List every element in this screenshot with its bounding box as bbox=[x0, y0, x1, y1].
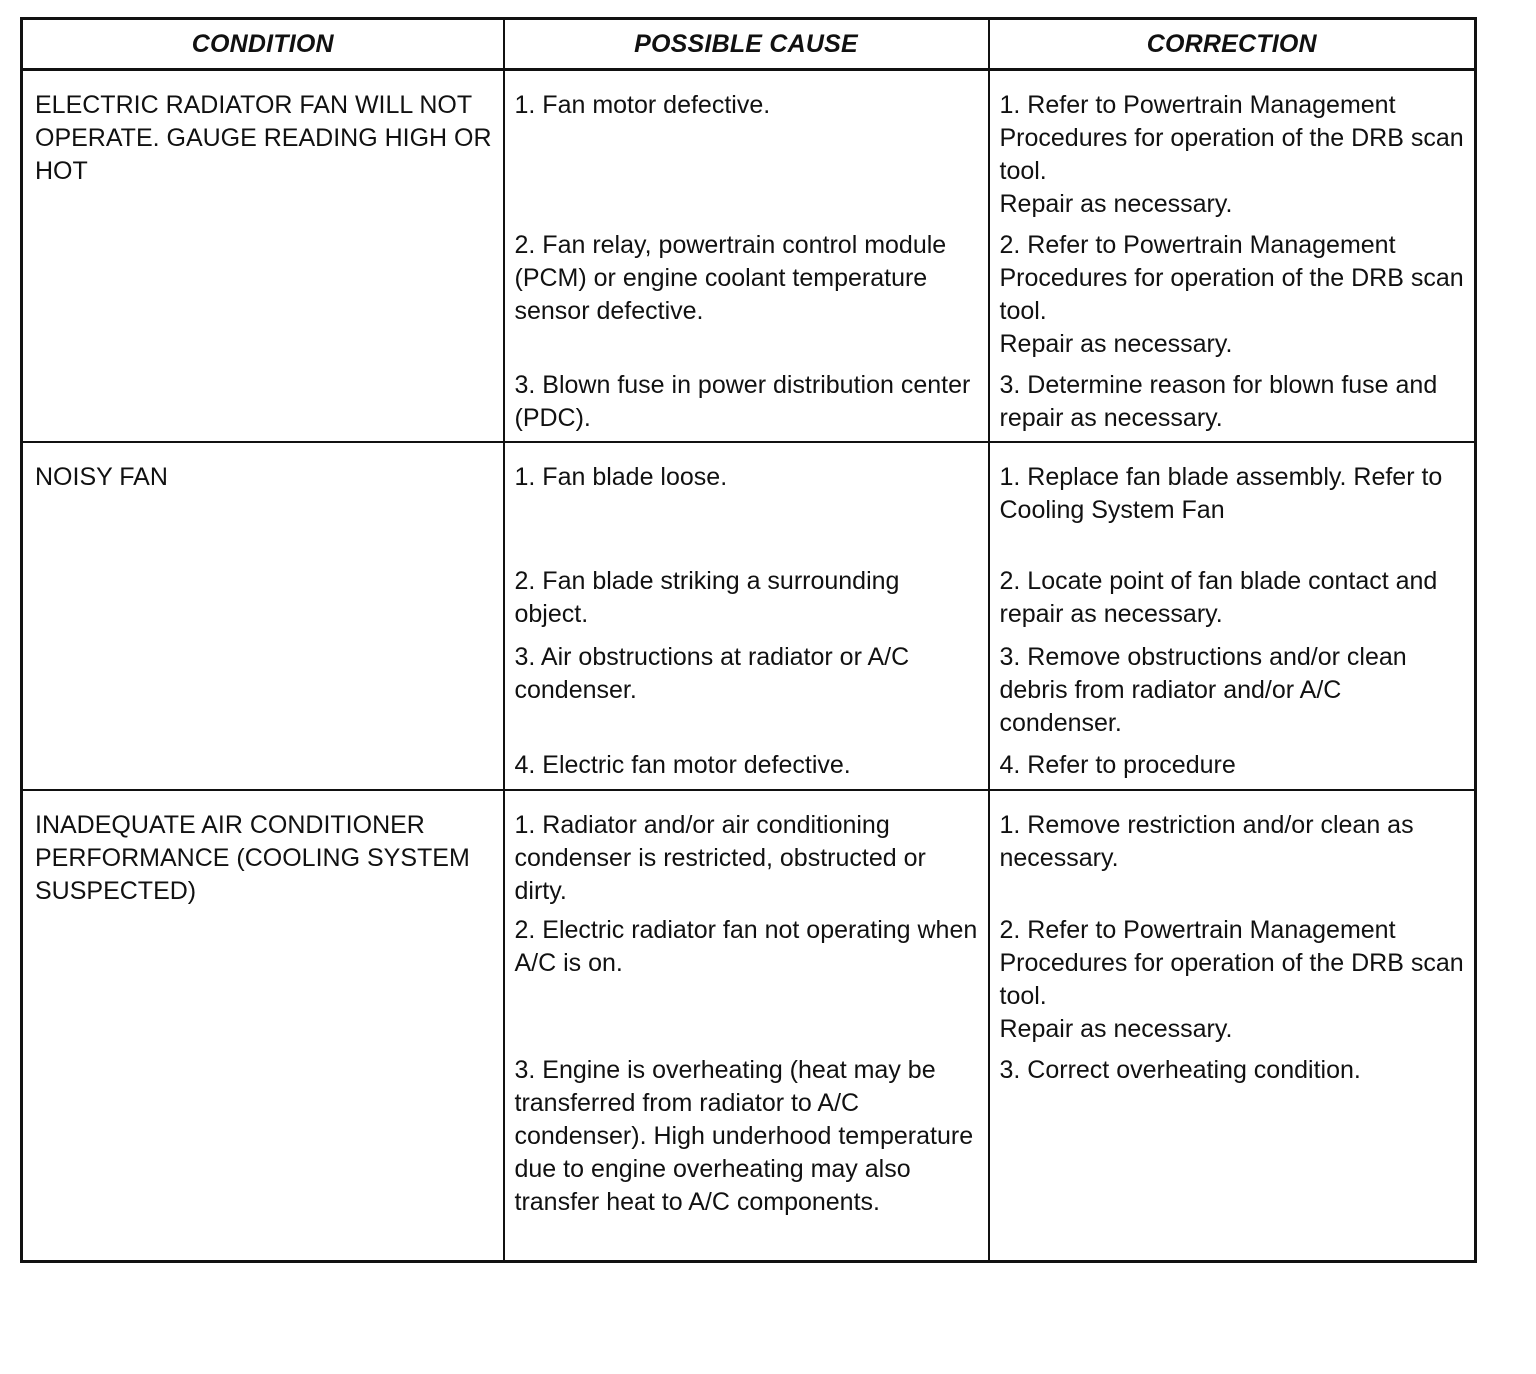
cause-text: 2. Fan blade striking a surrounding object. bbox=[514, 567, 900, 628]
correction-cell bbox=[989, 442, 1476, 565]
correction-cell bbox=[989, 641, 1476, 749]
table-row bbox=[22, 442, 1476, 565]
cause-text: 2. Fan relay, powertrain control module (PCM) or engine coolant temperature sensor defective. bbox=[514, 231, 947, 325]
condition-cell bbox=[22, 790, 504, 1262]
correction-cell bbox=[989, 749, 1476, 790]
correction-text: 1. Replace fan blade assembly. Refer to Cooling System Fan bbox=[999, 463, 1443, 524]
cause-text: 3. Blown fuse in power distribution center (PDC). bbox=[514, 371, 971, 432]
condition-text: NOISY FAN bbox=[35, 463, 168, 491]
correction-text: 1. Remove restriction and/or clean as necessary. bbox=[999, 811, 1414, 872]
cause-text: 1. Fan blade loose. bbox=[514, 463, 728, 491]
correction-cell bbox=[989, 1054, 1476, 1262]
correction-text: 3. Correct overheating condition. bbox=[999, 1056, 1361, 1084]
cause-cell bbox=[504, 369, 989, 442]
cause-cell bbox=[504, 914, 989, 1054]
correction-cell bbox=[989, 914, 1476, 1054]
cause-cell bbox=[504, 70, 989, 230]
condition-cell bbox=[22, 70, 504, 443]
correction-cell bbox=[989, 369, 1476, 442]
correction-text: 3. Determine reason for blown fuse and repair as necessary. bbox=[999, 371, 1438, 432]
cause-text: 3. Engine is overheating (heat may be transferred from radiator to A/C condenser). High underhood temperature due to engine overheating may also transfer heat to A/C components. bbox=[514, 1056, 974, 1216]
header-possible-cause: POSSIBLE CAUSE bbox=[504, 19, 989, 70]
diagnosis-table bbox=[20, 17, 1477, 1263]
correction-text: 2. Locate point of fan blade contact and repair as necessary. bbox=[999, 567, 1438, 628]
cause-text: 1. Fan motor defective. bbox=[514, 91, 771, 119]
correction-cell bbox=[989, 70, 1476, 230]
header-row bbox=[22, 19, 1476, 70]
cause-cell bbox=[504, 749, 989, 790]
condition-cell bbox=[22, 442, 504, 790]
cause-text: 2. Electric radiator fan not operating when A/C is on. bbox=[514, 916, 978, 977]
cause-cell bbox=[504, 641, 989, 749]
condition-text: INADEQUATE AIR CONDITIONER PERFORMANCE (COOLING SYSTEM SUSPECTED) bbox=[35, 811, 470, 905]
cause-cell bbox=[504, 229, 989, 369]
table-row bbox=[22, 70, 1476, 230]
cause-cell bbox=[504, 565, 989, 641]
cause-cell bbox=[504, 790, 989, 914]
table-row bbox=[22, 790, 1476, 914]
correction-text: 2. Refer to Powertrain Management Procedures for operation of the DRB scan tool. Repair as necessary. bbox=[999, 916, 1464, 1043]
header-condition: CONDITION bbox=[22, 19, 504, 70]
cause-text: 4. Electric fan motor defective. bbox=[514, 751, 851, 779]
cause-cell bbox=[504, 1054, 989, 1262]
correction-cell bbox=[989, 790, 1476, 914]
header-correction: CORRECTION bbox=[989, 19, 1476, 70]
correction-cell bbox=[989, 565, 1476, 641]
cause-text: 3. Air obstructions at radiator or A/C condenser. bbox=[514, 643, 910, 704]
correction-text: 3. Remove obstructions and/or clean debris from radiator and/or A/C condenser. bbox=[999, 643, 1407, 737]
cause-cell bbox=[504, 442, 989, 565]
correction-text: 2. Refer to Powertrain Management Procedures for operation of the DRB scan tool. Repair as necessary. bbox=[999, 231, 1464, 358]
correction-text: 1. Refer to Powertrain Management Procedures for operation of the DRB scan tool. Repair as necessary. bbox=[999, 91, 1464, 218]
correction-cell bbox=[989, 229, 1476, 369]
cause-text: 1. Radiator and/or air conditioning condenser is restricted, obstructed or dirty. bbox=[514, 811, 926, 905]
correction-text: 4. Refer to procedure bbox=[999, 751, 1236, 779]
condition-text: ELECTRIC RADIATOR FAN WILL NOT OPERATE. GAUGE READING HIGH OR HOT bbox=[35, 91, 492, 185]
